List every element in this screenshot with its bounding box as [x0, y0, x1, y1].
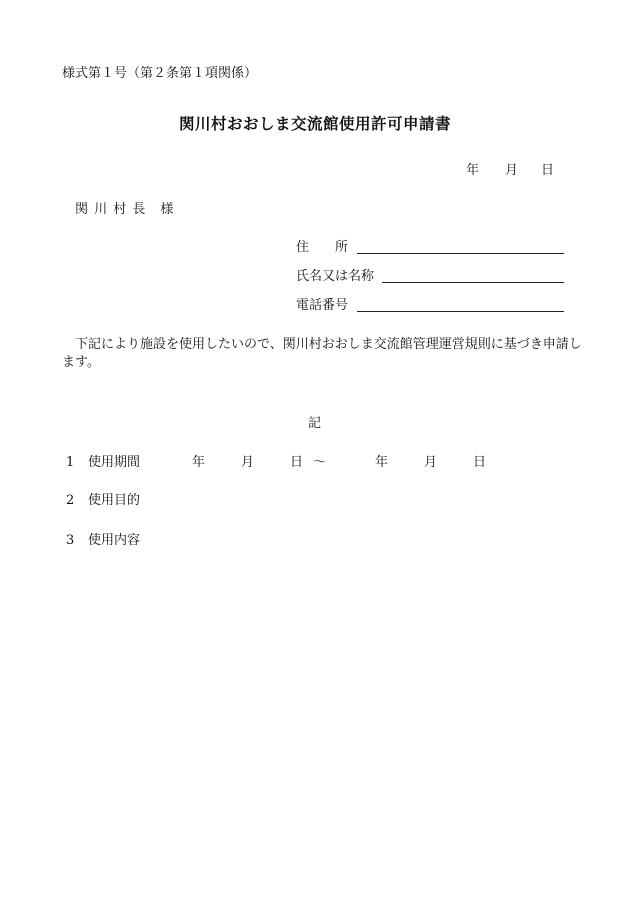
item-1-label: 使用期間 — [88, 455, 141, 470]
item-3-label: 使用内容 — [88, 533, 141, 548]
item-3-number: 3 — [66, 533, 75, 548]
phone-field[interactable] — [357, 311, 564, 312]
period-to-month: 月 — [424, 455, 438, 470]
document-title: 関川村おおしま交流館使用許可申請書 — [178, 114, 451, 133]
period-from-month: 月 — [241, 455, 255, 470]
name-field[interactable] — [382, 282, 564, 283]
address-field[interactable] — [357, 253, 564, 254]
phone-label: 電話番号 — [296, 298, 349, 313]
period-tilde: ～ — [313, 455, 327, 470]
addressee: 関 川 村 長 様 — [75, 202, 175, 217]
ki-heading: 記 — [308, 416, 322, 431]
period-to-day: 日 — [473, 455, 487, 470]
date-day: 日 — [541, 163, 555, 178]
period-from-day: 日 — [290, 455, 304, 470]
address-label: 住 所 — [296, 240, 349, 255]
request-paragraph: 下記により施設を使用したいので、関川村おおしま交流館管理運営規則に基づき申請します。 — [62, 337, 582, 370]
period-to-year: 年 — [375, 455, 389, 470]
name-label: 氏名又は名称 — [296, 269, 375, 284]
form-number: 様式第１号（第２条第１項関係） — [62, 66, 258, 81]
item-2-label: 使用目的 — [88, 493, 141, 508]
item-1-number: 1 — [66, 455, 75, 470]
period-from-year: 年 — [192, 455, 206, 470]
item-2-number: 2 — [66, 493, 75, 508]
date-month: 月 — [505, 163, 519, 178]
date-year: 年 — [466, 163, 480, 178]
